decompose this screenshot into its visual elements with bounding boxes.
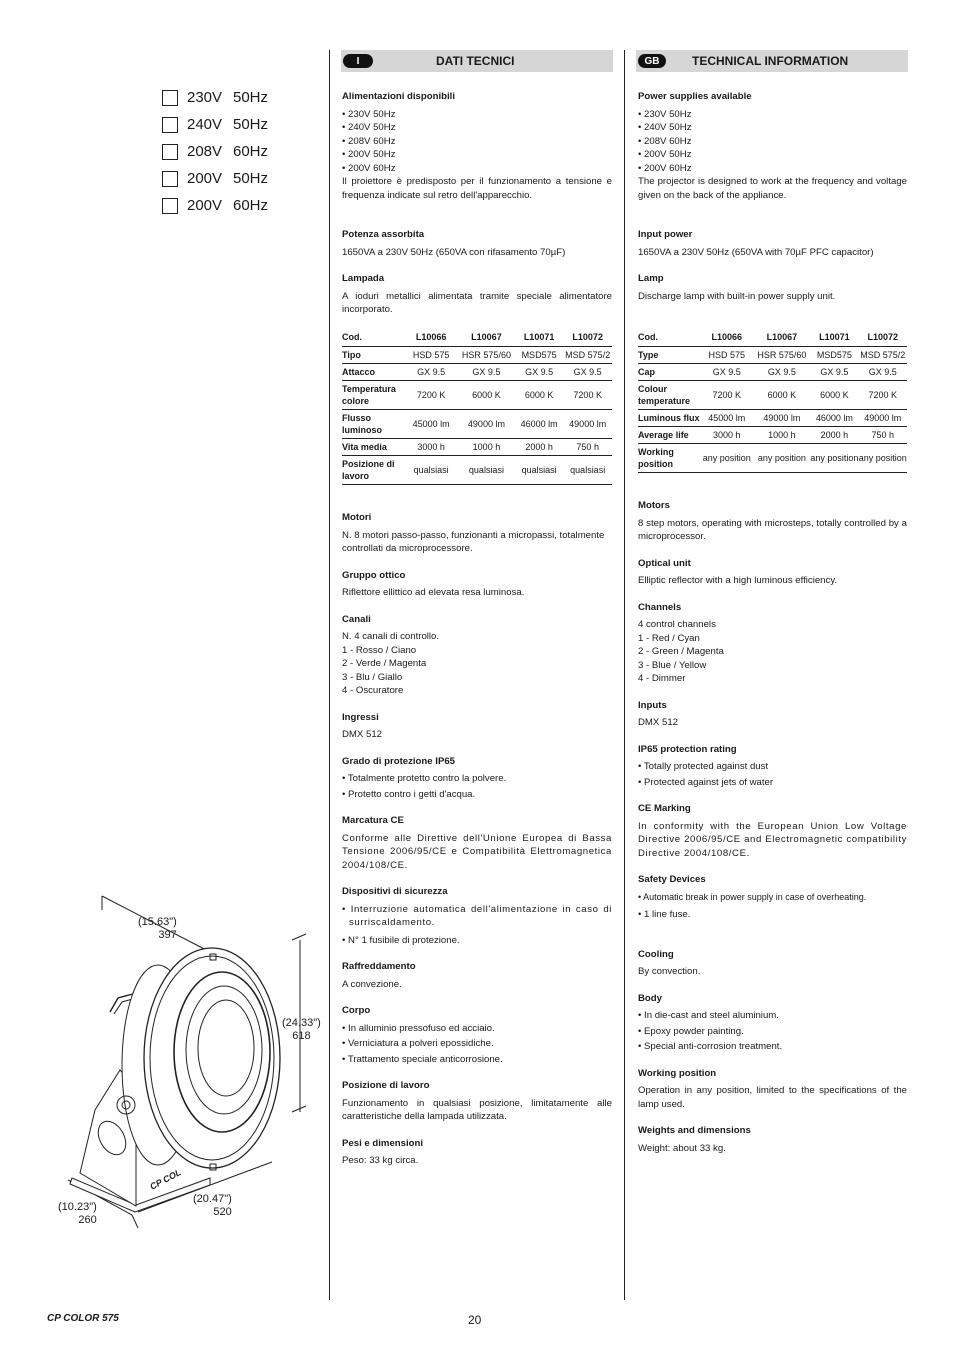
checkbox[interactable]	[162, 117, 178, 133]
voltage-option[interactable]: 200V 60Hz	[162, 192, 268, 219]
product-name: CP COLOR 575	[47, 1313, 119, 1324]
language-badge: I	[343, 54, 373, 68]
section-title: DATI TECNICI	[436, 54, 515, 68]
section-header-gb	[636, 50, 908, 72]
table-row: Working position any position any position any position any position	[638, 444, 907, 473]
column-divider	[329, 50, 330, 1300]
lamp-spec-table: Cod. L10066 L10067 L10071 L10072 Tipo HSD 575 HSR 575/60 MSD575 MSD 575/2 Attacco GX 9.5 GX 9.5 GX 9.5 GX 9.5 Temperatura colore 7200 K 6000 K 6000 K 7200 K Flusso luminoso 45000 lm 49000 lm 46000 lm 49000 lm Vita media 3000 h 1000 h 2000 h 750 h Posizione di lavoro qualsiasi qualsiasi qualsiasi qualsiasi	[342, 329, 612, 486]
table-row: Cap GX 9.5 GX 9.5 GX 9.5 GX 9.5	[638, 364, 907, 381]
voltage-option[interactable]: 208V 60Hz	[162, 138, 268, 165]
dim-base: (10.23") 260	[58, 1201, 97, 1226]
lamp-spec-table: Cod. L10066 L10067 L10071 L10072 Type HSD 575 HSR 575/60 MSD575 MSD 575/2 Cap GX 9.5 GX 9.5 GX 9.5 GX 9.5 Colour temperature 7200 K 6000 K 6000 K 7200 K Luminous flux 45000 lm 49000 lm 46000 lm 49000 lm Average life 3000 h 1000 h 2000 h 750 h Working position any position any position any position any position	[638, 329, 907, 474]
voltage-checklist	[162, 84, 268, 219]
fixture-drawing	[40, 890, 325, 1235]
english-column: Power supplies available • 230V 50Hz • 240V 50Hz • 208V 60Hz • 200V 50Hz • 200V 60Hz The projector is designed to work at the frequency and voltage given on the back of the appliance. Input power 1650VA a 230V 50Hz (650VA with 70µF PFC capacitor) Lamp Discharge lamp with built-in power supply unit. Cod. L10066 L10067 L10071 L10072 Type HSD 575 HSR 575/60 MSD575 MSD 575/2 Cap GX 9.5 GX 9.5 GX 9.5 GX 9.5 Colour temperature 7200 K 6000 K 6000 K 7200 K Luminous flux 45000 lm 49000 lm 46000 lm 49000 lm Average life 3000 h 1000 h 2000 h 750 h Working position any position any position any position any position Motors 8 step motors, operating with microsteps, totally controlled by a microprocessor. Optical unit Elliptic reflector with a high luminous efficiency. Channels 4 control channels 1 - Red / Cyan 2 - Green / Magenta 3 - Blue / Yellow 4 - Dimmer Inputs DMX 512 IP65 protection rating • Totally protected against dust • Protected against jets of water CE Marking In conformity with the European Union Low Voltage Directive 2006/95/CE and Electromagnetic compatibility Directive 2004/108/CE. Safety Devices • Automatic break in power supply in case of overheating. • 1 line fuse. Cooling By convection. Body • In die-cast and steel aluminium. • Epoxy powder painting. • Special anti-corrosion treatment. Working position Operation in any position, limited to the specifications of the lamp used. Weights and dimensions Weight: about 33 kg.	[638, 91, 907, 1154]
dim-height: (24.33") 618	[282, 1017, 321, 1042]
column-divider	[624, 50, 625, 1300]
table-row: Type HSD 575 HSR 575/60 MSD575 MSD 575/2	[638, 347, 907, 364]
table-row: Vita media 3000 h 1000 h 2000 h 750 h	[342, 439, 612, 456]
page-number: 20	[468, 1313, 482, 1327]
section-header-it	[341, 50, 613, 72]
italian-column: Alimentazioni disponibili • 230V 50Hz • 240V 50Hz • 208V 60Hz • 200V 50Hz • 200V 60Hz Il proiettore è predisposto per il funzionamento a tensione e frequenza indicate sul retro dell'apparecchio. Potenza assorbita 1650VA a 230V 50Hz (650VA con rifasamento 70µF) Lampada A ioduri metallici alimentata tramite speciale alimentatore incorporato. Cod. L10066 L10067 L10071 L10072 Tipo HSD 575 HSR 575/60 MSD575 MSD 575/2 Attacco GX 9.5 GX 9.5 GX 9.5 GX 9.5 Temperatura colore 7200 K 6000 K 6000 K 7200 K Flusso luminoso 45000 lm 49000 lm 46000 lm 49000 lm Vita media 3000 h 1000 h 2000 h 750 h Posizione di lavoro qualsiasi qualsiasi qualsiasi qualsiasi Motori N. 8 motori passo-passo, funzionanti a micropassi, totalmente controllati da microprocessore. Gruppo ottico Riflettore ellittico ad elevata resa luminosa. Canali N. 4 canali di controllo. 1 - Rosso / Ciano 2 - Verde / Magenta 3 - Blu / Giallo 4 - Oscuratore Ingressi DMX 512 Grado di protezione IP65 • Totalmente protetto contro la polvere. • Protetto contro i getti d'acqua. Marcatura CE Conforme alle Direttive dell'Unione Europea di Bassa Tensione 2006/95/CE e Compatibilità Elettromagnetica 2004/108/CE. Dispositivi di sicurezza • Interruzione automatica dell'alimentazione in caso di surriscaldamento. • N° 1 fusibile di protezione. Raffreddamento A convezione. Corpo • In alluminio pressofuso ed acciaio. • Verniciatura a polveri epossidiche. • Trattamento speciale anticorrosione. Posizione di lavoro Funzionamento in qualsiasi posizione, limitatamente alle caratteristiche della lampada utilizzata. Pesi e dimensioni Peso: 33 kg circa.	[342, 91, 612, 1166]
dim-width: (20.47") 520	[193, 1193, 232, 1218]
table-row: Flusso luminoso 45000 lm 49000 lm 46000 lm 49000 lm	[342, 410, 612, 439]
fixture-label: CP COL	[148, 1167, 183, 1192]
table-row: Luminous flux 45000 lm 49000 lm 46000 lm 49000 lm	[638, 410, 907, 427]
voltage-option[interactable]: 240V 50Hz	[162, 111, 268, 138]
section-title: TECHNICAL INFORMATION	[692, 54, 849, 68]
language-badge: GB	[638, 54, 666, 68]
checkbox[interactable]	[162, 198, 178, 214]
dim-depth: (15.63") 397	[138, 916, 177, 941]
table-row: Posizione di lavoro qualsiasi qualsiasi qualsiasi qualsiasi	[342, 456, 612, 485]
checkbox[interactable]	[162, 90, 178, 106]
table-row: Temperatura colore 7200 K 6000 K 6000 K 7200 K	[342, 381, 612, 410]
checkbox[interactable]	[162, 171, 178, 187]
table-row: Tipo HSD 575 HSR 575/60 MSD575 MSD 575/2	[342, 347, 612, 364]
checkbox[interactable]	[162, 144, 178, 160]
voltage-option[interactable]: 200V 50Hz	[162, 165, 268, 192]
table-row: Average life 3000 h 1000 h 2000 h 750 h	[638, 427, 907, 444]
voltage-option[interactable]: 230V 50Hz	[162, 84, 268, 111]
table-row: Attacco GX 9.5 GX 9.5 GX 9.5 GX 9.5	[342, 364, 612, 381]
table-row: Colour temperature 7200 K 6000 K 6000 K 7200 K	[638, 381, 907, 410]
